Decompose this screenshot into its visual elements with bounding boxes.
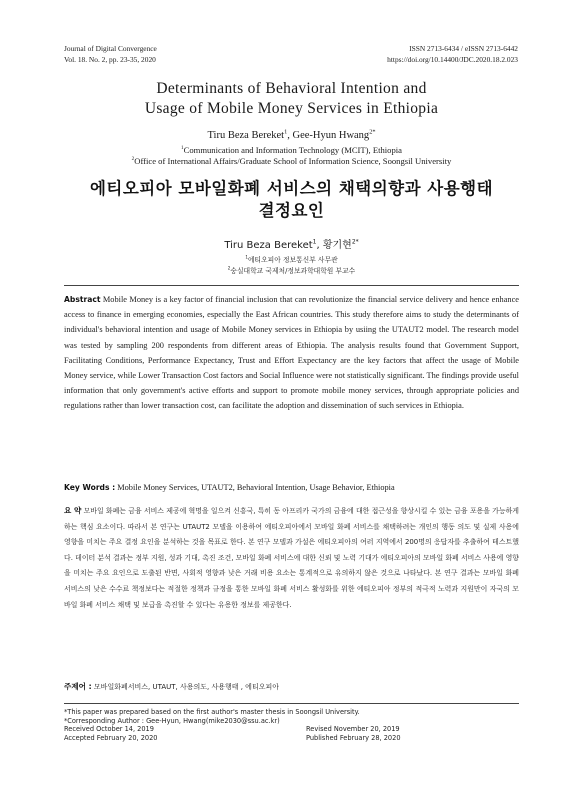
author-ko-1-name: Tiru Beza Bereket (224, 240, 313, 251)
footnote-divider (64, 703, 519, 704)
title-en-line1: Determinants of Behavioral Intention and (156, 80, 427, 97)
paper-title-en (40, 79, 543, 119)
issn: ISSN 2713-6434 / eISSN 2713-6442 (409, 44, 518, 53)
author-2-sup: 2* (369, 128, 376, 136)
published-date: Published February 28, 2020 (306, 733, 401, 742)
journal-name: Journal of Digital Convergence (64, 44, 157, 53)
affiliation-en-2-text: Office of International Affairs/Graduate School of Information Science, Soongsil University (134, 156, 452, 166)
author-ko-1-sup: 1 (312, 238, 317, 246)
keywords-en-text: Mobile Money Services, UTAUT2, Behavioral Intention, Usage Behavior, Ethiopia (117, 483, 395, 492)
keywords-ko (64, 681, 519, 693)
affiliation-ko-1-sup: 1 (245, 254, 248, 260)
footnotes (64, 708, 519, 742)
title-en-line2: Usage of Mobile Money Services in Ethiopia (144, 100, 439, 117)
abstract-en (64, 292, 519, 414)
title-ko-line1: 에티오피아 모바일화폐 서비스의 채택의향과 사용행태 (89, 179, 494, 198)
affiliation-en-1-sup: 1 (181, 145, 184, 152)
abstract-en-text: Mobile Money is a key factor of financial inclusion that can revolutionize the financial service delivery and hence enhance access to finance in emerging economies, especially the East African countries. This study therefore aims to study the determinants of individual's behavioral intention and usage of Mobile Money services in Ethiopia by usiing the UTAUT2 model. The research model was tested by sampling 200 respondents from different areas of Ethiopia. The analysis results found that Government Support, Facilitating Conditions, Performance Expectancy, Trust and Effort Expectancy are the key factors that affect the usage of Mobile Money service, while Lower Transaction Cost factors and Social Influence were not statistically significant. The findings provide useful information that only government's active efforts and support to promote mobile money services, through appropriate policies and regulations rather than lower transaction cost, can facilitate the adoption and dissemination of such services in Ethiopia. (64, 295, 519, 411)
affiliation-en-1-text: Communication and Information Technology (MCIT), Ethiopia (183, 145, 402, 155)
abstract-ko-text: 모바일 화폐는 금융 서비스 제공에 혁명을 일으켜 신흥국, 특히 동 아프리카 국가의 금융에 대한 접근성을 향상시킬 수 있는 금융 포용을 가능하게 하는 핵심 요소이다. 따라서 본 연구는 UTAUT2 모델을 이용하여 에티오피아에서 모바일 화폐 서비스를 채택하려는 개인의 행동 의도 및 실제 사용에 영향을 미치는 주요 결정 요인을 분석하는 것을 목표로 한다. 본 연구 모델과 가설은 에티오피아의 여러 지역에서 200명의 응답자를 추출하여 테스트했다. 데이터 분석 결과는 정부 지원, 성과 기대, 촉진 조건, 모바일 화폐 서비스에 대한 신뢰 및 노력 기대가 에티오피아의 모바일 화폐 서비스 사용에 영향을 미치는 주요 요인으로 도출된 반면, 사회적 영향과 낮은 거래 비용 요소는 통계적으로 유의하지 않은 것으로 나타났다. 본 연구 결과는 모바일 화폐 서비스의 낮은 수수료 책정보다는 적절한 정책과 규정을 통한 모바일 화폐 서비스 활성화를 위한 에티오피아 정부의 적극적 노력과 지원만이 자국의 모바일 화폐 서비스 채택 및 보급을 촉진할 수 있다는 유용한 정보를 제공한다. (64, 507, 519, 609)
affiliation-en-1 (20, 145, 563, 156)
affiliation-ko-2-sup: 2 (227, 265, 231, 271)
affiliation-ko-1 (40, 256, 543, 265)
title-ko-line2: 결정요인 (258, 201, 325, 220)
abstract-ko-label: 요 약 (64, 506, 82, 515)
revised-date: Revised November 20, 2019 (306, 725, 400, 733)
footnote-corresponding-author: *Corresponding Author : Gee-Hyun, Hwang(mike2030@ssu.ac.kr) (64, 716, 280, 725)
keywords-ko-text: 모바일화폐서비스, UTAUT, 사용의도, 사용행태 , 에티오피아 (93, 683, 279, 691)
issn-header (387, 43, 518, 65)
author-1-name: Tiru Beza Bereket (207, 130, 285, 141)
abstract-en-label: Abstract (64, 295, 101, 304)
author-ko-2-name: 황기현 (322, 240, 352, 251)
footnote-thesis: *This paper was prepared based on the first author's master thesis in Soongsil University. (64, 708, 360, 716)
footnote-dates-row-2 (64, 734, 519, 743)
author-separator: , (287, 130, 293, 141)
author-ko-2-sup: 2* (351, 238, 359, 246)
affiliation-ko-2 (40, 267, 543, 276)
journal-volume: Vol. 18. No. 2, pp. 23-35, 2020 (64, 55, 156, 64)
abstract-ko (64, 503, 519, 613)
accepted-date: Accepted February 20, 2020 (64, 733, 158, 742)
author-1-sup: 1 (284, 128, 288, 136)
keywords-en (64, 482, 519, 493)
affiliation-en-2 (20, 156, 563, 167)
keywords-en-label: Key Words : (64, 483, 116, 492)
keywords-ko-label: 주제어 : (64, 682, 92, 691)
doi-link[interactable]: https://doi.org/10.14400/JDC.2020.18.2.023 (387, 55, 518, 64)
journal-header (64, 43, 157, 65)
author-ko-separator: , (316, 240, 323, 251)
paper-title-ko (40, 178, 543, 222)
affiliation-en-2-sup: 2 (131, 156, 135, 163)
received-date: Received October 14, 2019 (64, 725, 154, 733)
author-2-name: Gee-Hyun Hwang (292, 130, 370, 141)
authors-en (30, 129, 553, 142)
abstract-top-divider (64, 285, 519, 286)
authors-ko (40, 239, 543, 252)
affiliation-ko-2-text: 숭실대학교 국제처/정보과학대학원 부교수 (230, 267, 356, 275)
footnote-dates-row-1 (64, 725, 519, 734)
affiliation-ko-1-text: 에티오피아 정보통신부 사무관 (247, 256, 338, 264)
